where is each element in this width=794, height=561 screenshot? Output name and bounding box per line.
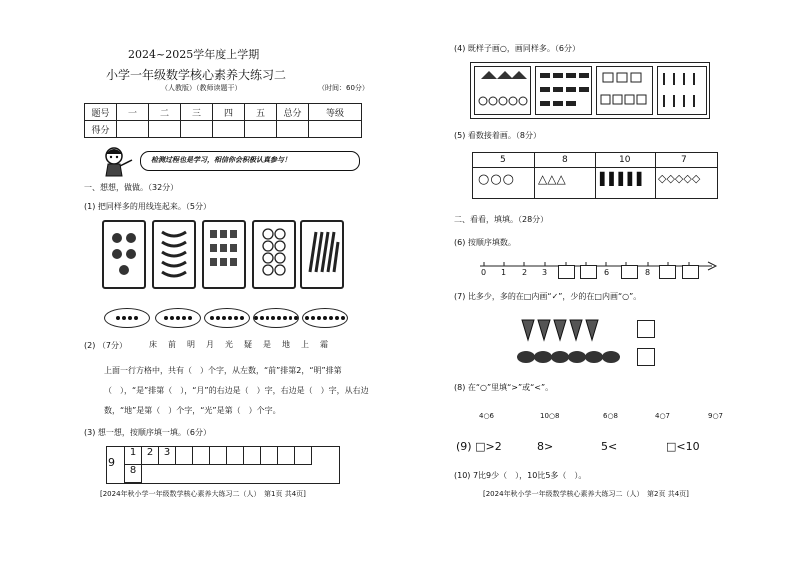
left-page-footer: [2024年秋小学一年级数学核心素养大练习二（人） 第1页 共4页]: [100, 490, 306, 498]
number-line-blank[interactable]: [621, 265, 638, 279]
brush-icon: [658, 67, 706, 114]
q5-divider: [595, 152, 596, 198]
question-9-item: 8>: [537, 440, 554, 453]
picture-card-pears: [102, 220, 146, 289]
umbrella-icon: [475, 67, 530, 114]
question-1-text: (1) 把同样多的用线连起来。（5分）: [84, 202, 211, 211]
q5-number: 10: [619, 155, 631, 165]
question-8-text: (8) 在“○”里填“>”或“<”。: [454, 383, 554, 392]
score-input-cell[interactable]: [213, 121, 245, 138]
number-line-blank[interactable]: [659, 265, 676, 279]
score-input-cell[interactable]: [149, 121, 181, 138]
number-line-label: 1: [501, 268, 507, 277]
carrot-icon: [516, 316, 620, 342]
q5-divider: [534, 152, 535, 198]
question-7-text: (7) 比多少，多的在□内画“✓”，少的在□内画“○”。: [454, 292, 642, 301]
q7-answer-box[interactable]: [637, 348, 655, 366]
grid-blank-cell[interactable]: [226, 446, 244, 465]
edition-note: （人教版）（教师读题干）: [161, 84, 242, 92]
q4-group-umbrellas: [474, 66, 531, 115]
question-2-line-3: 数，“地”是第（ ）个字，“光”是第（ ）个字。: [104, 406, 281, 415]
dot-oval-6: [204, 308, 250, 328]
q5-pattern: ▌▌▌▌▌: [600, 172, 647, 186]
number-line-blank[interactable]: [580, 265, 597, 279]
score-header-row: [85, 104, 362, 121]
q5-number: 8: [562, 155, 568, 165]
poem-character: 光: [225, 340, 233, 349]
poem-character: 霜: [320, 340, 328, 349]
picture-card-pencils: [300, 220, 344, 289]
score-input-cell[interactable]: [309, 121, 362, 138]
score-header-cell: 五: [245, 104, 277, 121]
question-9-item: 5<: [601, 440, 618, 453]
number-line-blank[interactable]: [682, 265, 699, 279]
grid-blank-cell[interactable]: [192, 446, 210, 465]
compare-item: 4○7: [655, 412, 671, 420]
compare-item: 6○8: [603, 412, 619, 420]
question-6-text: (6) 按顺序填数。: [454, 238, 516, 247]
watermelon-icon: [516, 348, 632, 366]
cake-icon: [204, 222, 244, 287]
question-2-line-1: 上面一行方格中，共有（ ）个字，从左数，“前”排第2，“明”排第: [104, 366, 342, 375]
compare-item: 9○7: [708, 412, 724, 420]
q5-pattern: △△△: [538, 172, 566, 186]
poem-character: 床: [149, 340, 157, 349]
encouragement-banner: [140, 151, 360, 171]
score-input-row: [85, 121, 362, 138]
grid-blank-cell[interactable]: [277, 446, 295, 465]
poem-character: 地: [282, 340, 290, 349]
number-line-blank[interactable]: [558, 265, 575, 279]
question-9-item: (9) □>2: [456, 440, 502, 453]
question-4-text: (4) 既样子画○，画同样多。（6分）: [454, 44, 580, 53]
question-5-text: (5) 看数接着画。（8分）: [454, 131, 541, 140]
q5-pattern: ○○○: [478, 172, 516, 187]
score-header-cell: 等级: [309, 104, 362, 121]
exam-main-title: 小学一年级数学核心素养大练习二: [106, 68, 287, 82]
poem-character: 上: [301, 340, 309, 349]
grid-blank-cell[interactable]: [209, 446, 227, 465]
right-page-footer: [2024年秋小学一年级数学核心素养大练习二（人） 第2页 共4页]: [483, 490, 689, 498]
poem-character: 是: [263, 340, 271, 349]
section-2-heading: 二、看看，填填。（28分）: [454, 215, 549, 224]
grid-cell: 1: [124, 446, 142, 465]
number-line-label: 0: [481, 268, 487, 277]
score-input-cell[interactable]: [117, 121, 149, 138]
question-9-item: □<10: [666, 440, 700, 453]
q5-pattern: ◇◇◇◇◇: [658, 172, 701, 185]
poem-character-row: [149, 340, 328, 350]
dot-oval-9: [302, 308, 348, 328]
apple-icon: [254, 222, 294, 287]
number-line-label: 6: [604, 268, 610, 277]
poem-character: 前: [168, 340, 176, 349]
q7-answer-box[interactable]: [637, 320, 655, 338]
picture-card-apples: [252, 220, 296, 289]
question-3-text: (3) 想一想，按顺序填一填。（6分）: [84, 428, 211, 437]
bar-icon: [536, 67, 591, 114]
score-header-cell: 三: [181, 104, 213, 121]
score-input-cell[interactable]: [245, 121, 277, 138]
section-1-heading: 一、想想，做做。（32分）: [84, 183, 179, 192]
score-header-cell: 题号: [85, 104, 117, 121]
score-header-cell: 一: [117, 104, 149, 121]
number-line-label: 3: [542, 268, 548, 277]
poem-character: 明: [187, 340, 195, 349]
score-header-cell: 总分: [277, 104, 309, 121]
banana-icon: [154, 222, 194, 287]
score-input-cell[interactable]: [181, 121, 213, 138]
compare-item: 10○8: [540, 412, 560, 420]
grid-number: 9: [108, 456, 115, 469]
number-line-label: 8: [645, 268, 651, 277]
question-10-text: (10) 7比9少（ ），10比5多（ ）。: [454, 471, 587, 480]
dot-oval-5: [155, 308, 201, 328]
picture-card-cakes: [202, 220, 246, 289]
grid-cell: 3: [158, 446, 176, 465]
number-line-label: 2: [522, 268, 528, 277]
poem-character: 疑: [244, 340, 252, 349]
picture-card-bananas: [152, 220, 196, 289]
score-table: [84, 103, 362, 138]
exam-year-title: 2024~2025学年度上学期: [128, 48, 260, 61]
grid-blank-cell[interactable]: [294, 446, 312, 465]
time-note: （时间：60分）: [318, 84, 369, 92]
score-row-label: 得分: [85, 121, 117, 138]
q5-number: 7: [681, 155, 687, 165]
q4-group-brushes: [657, 66, 707, 115]
poem-character: 月: [206, 340, 214, 349]
grid-cell: 8: [124, 464, 142, 483]
score-input-cell[interactable]: [277, 121, 309, 138]
grid-cell: 2: [141, 446, 159, 465]
dot-oval-8: [253, 308, 299, 328]
grid-blank-cell[interactable]: [260, 446, 278, 465]
grid-blank-cell[interactable]: [175, 446, 193, 465]
q4-group-bars: [535, 66, 592, 115]
q5-divider: [655, 152, 656, 198]
pear-icon: [104, 222, 144, 287]
pencil-icon: [302, 222, 342, 287]
dot-oval-4: [104, 308, 150, 328]
score-header-cell: 二: [149, 104, 181, 121]
compare-item: 4○6: [479, 412, 495, 420]
question-2-label: (2) （7分）: [84, 341, 127, 350]
q4-group-blocks: [596, 66, 653, 115]
score-header-cell: 四: [213, 104, 245, 121]
question-2-line-2: （ ），“是”排第（ ），“月”的右边是（ ）字，右边是（ ）字，从右边: [104, 386, 369, 395]
mascot-icon: [100, 146, 136, 180]
grid-blank-cell[interactable]: [243, 446, 261, 465]
block-icon: [597, 67, 652, 114]
q5-number: 5: [500, 155, 506, 165]
banner-text: 检测过程也是学习，相信你会积极认真参与！: [151, 156, 291, 164]
